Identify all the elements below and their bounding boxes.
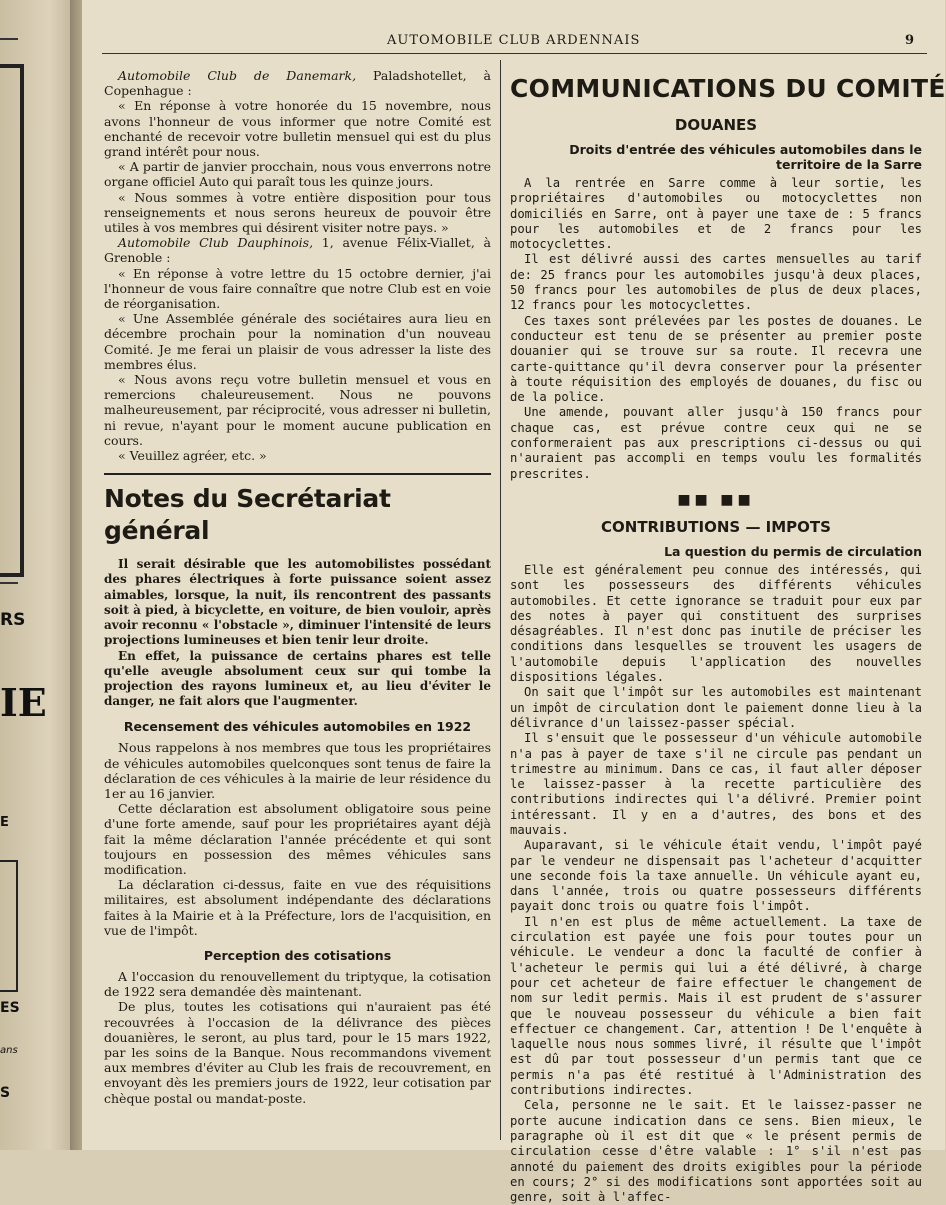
page [82, 0, 946, 1205]
letter-paragraph: « Nous avons reçu votre bulletin mensuel et vous en remercions chaleureusement. Nous ne pouvons malheureusement, par réciprocité, vous adresser ni bulletin, ni revue, n'ayant pour le moment aucune publication en cours. [104, 372, 491, 448]
recensement-paragraph: Nous rappelons à nos membres que tous les propriétaires de véhicules automobiles quelconques sont tenus de faire la déclaration de ces véhicules à la mairie de leur résidence du 1er au 16 janvier. [104, 740, 491, 801]
letter-org: Automobile Club de Danemark, [118, 68, 357, 83]
perception-heading: Perception des cotisations [203, 947, 392, 963]
facing-page-fragment: ans [0, 1045, 18, 1056]
section-ornament: ■■ ■■ [677, 491, 755, 508]
recensement-heading: Recensement des véhicules automobiles en 1922 [123, 719, 472, 735]
contributions-subheading: La question du permis de circulation [664, 543, 922, 559]
facing-page-fragment: IE [0, 680, 47, 725]
notes-paragraph: Il serait désirable que les automobilistes possédant des phares électriques à forte puissance soient assez aimables, lorsque, la nuit, ils rencontrent des passants soit à pied, à bicyclette, en voiture, de bien vouloir, après avoir reconnu « l'obstacle », diminuer l'intensité de leurs projections lumineuses et bien tenir leur droite. [104, 557, 491, 648]
contributions-paragraph: Elle est généralement peu connue des intéressés, qui sont les possesseurs des différents véhicules automobiles. Et cette ignorance se traduit pour eux par des notes à payer qui constituent des surprises désagréables. Il n'est donc pas inutile de préciser les conditions dans lesquelles se trouvent les usagers de l'automobile depuis l'application des nouvelles dispositions légales. [510, 562, 922, 685]
recensement-paragraph: La déclaration ci-dessus, faite en vue des réquisitions militaires, est absolument indépendante des déclarations faites à la Mairie et à la Préfecture, lors de l'acquisition, en vue de l'impôt. [104, 877, 491, 938]
recensement-paragraph: Cette déclaration est absolument obligatoire sous peine d'une forte amende, sauf pour les propriétaires ayant déjà fait la même déclaration l'année précédente et qui sont toujours en possession des mêmes véhicules sans modification. [104, 801, 491, 877]
section-rule [104, 473, 491, 475]
running-title: AUTOMOBILE CLUB ARDENNAIS [387, 33, 641, 48]
page-number: 9 [904, 33, 915, 48]
perception-paragraph: De plus, toutes les cotisations qui n'auraient pas été recouvrées à l'occasion de la délivrance des pièces douanières, le seront, au plus tard, pour le 15 mars 1922, par les soins de la Banque. Nous recommandons vivement aux membres d'éviter au Club les frais de recouvrement, en envoyant dès les premiers jours de 1922, leur cotisation par chèque postal ou mandat-poste. [104, 999, 491, 1106]
right-column [510, 68, 946, 1205]
notes-title: Notes du Secrétariat général [104, 484, 391, 546]
facing-page-fragment: S [0, 1085, 11, 1101]
communications-title: COMMUNICATIONS DU COMITÉ [510, 74, 946, 103]
letter-heading [104, 68, 491, 98]
contributions-paragraph: On sait que l'impôt sur les automobiles est maintenant un impôt de circulation dont le paiement donne lieu à la délivrance d'un laissez-passer spécial. [510, 685, 922, 730]
facing-page-frame [0, 860, 18, 992]
douanes-heading: DOUANES [674, 116, 758, 134]
letter-closing: « Veuillez agréer, etc. » [118, 448, 267, 464]
douanes-paragraph: Il est délivré aussi des cartes mensuelles au tarif de: 25 francs pour les automobiles jusqu'à deux places, 50 francs pour les automobiles de plus de deux places, 12 francs pour les motocyclettes. [510, 252, 922, 313]
contributions-paragraph: Cela, personne ne le sait. Et le laissez-passer ne porte aucune indication dans ce sens. Bien mieux, le paragraphe où il est dit que « le présent permis de circulation cesse d'être valable : 1° s'il n'est pas annoté du paiement des droits exigibles pour la période en cours; 2° si des modifications sont apportées soit au genre, soit à l'affec- [510, 1098, 922, 1205]
column-rule [500, 60, 501, 1140]
facing-page-fragment: E [0, 815, 9, 830]
facing-page-rule [0, 38, 18, 40]
douanes-paragraph: Une amende, pouvant aller jusqu'à 150 francs pour chaque cas, est prévue contre ceux qui ne se conformeraient pas aux prescriptions ci-dessus ou qui n'auraient pas accompli en temps voulu les formalités prescrites. [510, 405, 922, 481]
header-rule [102, 53, 927, 54]
letter-paragraph: « En réponse à votre lettre du 15 octobre dernier, j'ai l'honneur de vous faire connaître que notre Club est en voie de réorganisation. [104, 265, 491, 312]
contributions-heading: CONTRIBUTIONS — IMPOTS [601, 517, 831, 536]
running-head [82, 33, 945, 53]
douanes-subheading: Droits d'entrée des véhicules automobiles dans le territoire de la Sarre [569, 142, 922, 172]
douanes-paragraph: Ces taxes sont prélevées par les postes de douanes. Le conducteur est tenu de se présenter au premier poste douanier qui se trouve sur sa route. Il recevra une carte-quittance qu'il devra conserver pour la présenter à toute réquisition des employés de douanes, du fisc ou de la police. [510, 313, 922, 405]
contributions-paragraph: Il s'ensuit que le possesseur d'un véhicule automobile n'a pas à payer de taxe s'il ne circule pas pendant un trimestre au minimum. Dans ce cas, il faut aller déposer le laissez-passer à la recette particulière des contributions indirectes qui l'a délivré. Premier point intéressant. Il y en a d'autres, des bons et des mauvais. [510, 731, 922, 837]
facing-page-fragment: RS [0, 610, 26, 630]
letter-address: Paladshotellet, à Copenhague : [104, 68, 491, 99]
letter-paragraph: « En réponse à votre honorée du 15 novembre, nous avons l'honneur de vous informer que notre Comité est enchanté de recevoir votre bulletin mensuel qui est du plus grand intérêt pour nous. [104, 98, 491, 160]
contributions-paragraph: Auparavant, si le véhicule était vendu, l'impôt payé par le vendeur ne dispensait pas l'acheteur d'acquitter une seconde fois la taxe annuelle. Un véhicule ayant eu, dans l'année, trois ou quatre possesseurs différents payait donc trois ou quatre fois l'impôt. [510, 838, 922, 914]
facing-page-frame [0, 64, 24, 577]
letter-heading [104, 235, 491, 265]
notes-paragraph: En effet, la puissance de certains phares est telle qu'elle aveugle absolument ceux sur qui tombe la projection des rayons lumineux et, au lieu d'éviter le danger, ne fait alors que l'augmenter. [104, 648, 491, 709]
perception-paragraph: A l'occasion du renouvellement du triptyque, la cotisation de 1922 sera demandée dès maintenant. [104, 968, 491, 1000]
letter-paragraph: « Nous sommes à votre entière disposition pour tous renseignements et nous serons heureux de pouvoir être utiles à vos membres qui désirent visiter notre pays. » [104, 189, 491, 236]
contributions-paragraph: Il n'en est plus de même actuellement. La taxe de circulation est payée une fois pour toutes pour un véhicule. Le vendeur a donc la faculté de confier à l'acheteur le permis qui lui a été délivré, à charge pour cet acheteur de faire effectuer le changement de nom sur ledit permis. Mais il est prudent de s'assurer que le nouveau possesseur du véhicule a bien fait effectuer ce changement. Car, attention ! De l'enquête à laquelle nous nous sommes livré, il résulte que l'impôt est dû par tout possesseur d'un permis tant que ce permis n'a pas été restitué à l'Administration des contributions indirectes. [510, 914, 922, 1098]
facing-page-fragment: ES [0, 1000, 20, 1016]
letter-paragraph: « A partir de janvier procchain, nous vous enverrons notre organe officiel Auto qui paraît tous les quinze jours. [104, 159, 491, 190]
letter-paragraph: « Une Assemblée générale des sociétaires aura lieu en décembre prochain pour la nomination d'un nouveau Comité. Je me ferai un plaisir de vous adresser la liste des membres élus. [104, 311, 491, 372]
facing-page-rule [0, 582, 18, 584]
left-column [104, 68, 491, 1148]
letter-org: Automobile Club Dauphinois, [118, 235, 314, 251]
douanes-paragraph: A la rentrée en Sarre comme à leur sortie, les propriétaires d'automobiles ou motocyclettes non domiciliés en Sarre, ont à payer une taxe de : 5 francs pour les automobiles et de 2 francs pour les motocyclettes. [510, 176, 922, 252]
letter-address: 1, avenue Félix-Viallet, à Grenoble : [104, 235, 491, 266]
